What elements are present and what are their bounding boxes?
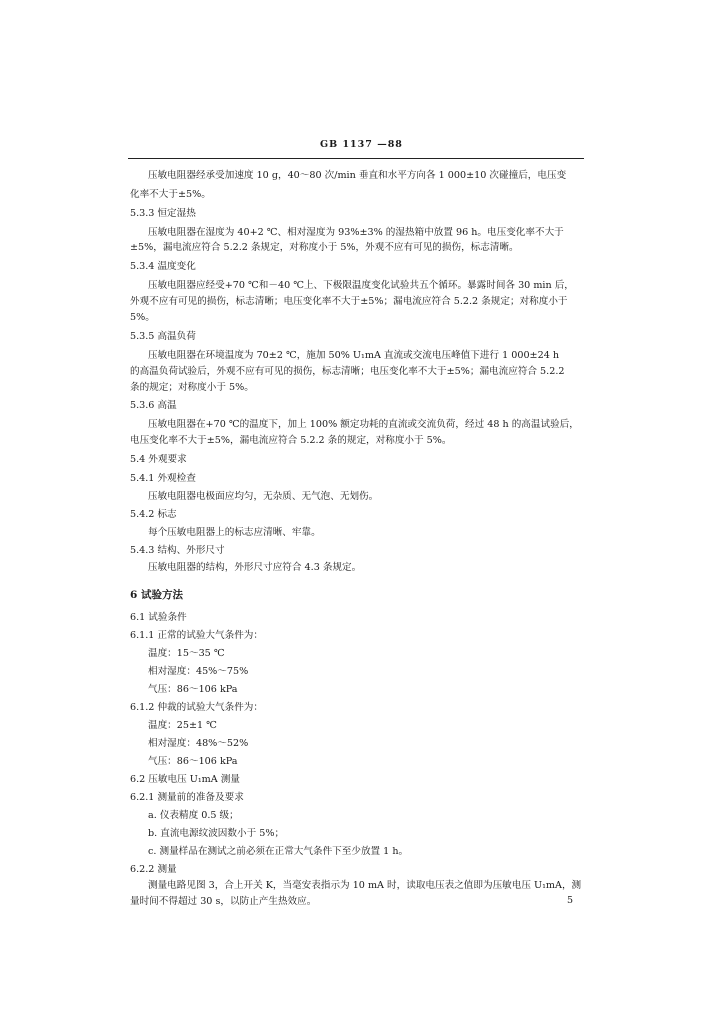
text-line: 压敏电阻器电极面应均匀，无杂质、无气泡、无划伤。 xyxy=(148,491,379,502)
list-item: b. 直流电源纹波因数小于 5%； xyxy=(148,828,285,839)
section-heading: 5.3.4 温度变化 xyxy=(130,261,196,272)
text-line: 量时间不得超过 30 s，以防止产生热效应。 xyxy=(130,896,317,907)
text-line: 条的规定；对称度小于 5%。 xyxy=(130,382,254,393)
section-heading: 5.3.6 高温 xyxy=(130,400,177,411)
section-heading: 5.4.1 外观检查 xyxy=(130,473,196,484)
text-line: 压敏电阻器在环境温度为 70±2 ℃，施加 50% U₁mA 直流或交流电压峰值下进行 1 000±24 h xyxy=(148,350,560,361)
section-heading: 6.2.2 测量 xyxy=(130,864,177,875)
text-line: 电压变化率不大于±5%，漏电流应符合 5.2.2 条的规定，对称度小于 5%。 xyxy=(130,435,452,446)
text-line: 测量电路见图 3，合上开关 K，当毫安表指示为 10 mA 时，读取电压表之值即为压敏电压 U₁mA，测 xyxy=(148,880,582,891)
section-heading: 5.3.5 高温负荷 xyxy=(130,331,196,342)
section-heading: 6.2.1 测量前的准备及要求 xyxy=(130,792,244,803)
section-heading: 6.1.1 正常的试验大气条件为： xyxy=(130,630,263,641)
text-line: 压敏电阻器在湿度为 40+2 ℃、相对湿度为 93%±3% 的湿热箱中放置 96 h。电压变化率不大于 xyxy=(148,227,564,238)
text-line: 气压：86～106 kPa xyxy=(148,684,238,695)
text-line: 相对湿度：48%～52% xyxy=(148,738,249,749)
text-line: 5%。 xyxy=(130,312,155,323)
header-rule xyxy=(128,158,584,159)
text-line: 气压：86～106 kPa xyxy=(148,756,238,767)
text-line: 外观不应有可见的损伤，标志清晰；电压变化率不大于±5%；漏电流应符合 5.2.2 条规定；对称度小于 xyxy=(130,296,568,307)
text-line: 相对湿度：45%～75% xyxy=(148,666,249,677)
text-line: 每个压敏电阻器上的标志应清晰、牢靠。 xyxy=(148,527,321,538)
section-heading: 6.1 试验条件 xyxy=(130,612,187,623)
list-item: c. 测量样品在测试之前必须在正常大气条件下至少放置 1 h。 xyxy=(148,846,409,857)
text-line: 温度：15～35 ℃ xyxy=(148,648,225,659)
section-heading: 6.1.2 仲裁的试验大气条件为： xyxy=(130,702,263,713)
text-line: 化率不大于±5%。 xyxy=(130,189,211,200)
section-heading: 6.2 压敏电压 U₁mA 测量 xyxy=(130,774,240,785)
text-line: 压敏电阻器在+70 ℃的温度下，加上 100% 额定功耗的直流或交流负荷，经过 48 h 的高温试验后， xyxy=(148,419,579,430)
text-line: ±5%，漏电流应符合 5.2.2 条规定，对称度小于 5%，外观不应有可见的损伤，标志清晰。 xyxy=(130,242,519,253)
section-heading: 5.4.2 标志 xyxy=(130,509,177,520)
text-line: 压敏电阻器的结构，外形尺寸应符合 4.3 条规定。 xyxy=(148,562,362,573)
section-heading: 5.4 外观要求 xyxy=(130,454,187,465)
section-heading: 5.4.3 结构、外形尺寸 xyxy=(130,545,225,556)
page-header: GB 1137 —88 xyxy=(320,139,403,150)
text-line: 压敏电阻器应经受+70 ℃和－40 ℃上、下极限温度变化试验共五个循环。暴露时间各 30 min 后， xyxy=(148,280,574,291)
list-item: a. 仪表精度 0.5 级； xyxy=(148,810,239,821)
text-line: 的高温负荷试验后，外观不应有可见的损伤，标志清晰；电压变化率不大于±5%；漏电流应符合 5.2.2 xyxy=(130,366,565,377)
text-line: 温度：25±1 ℃ xyxy=(148,720,217,731)
text-line: 压敏电阻器经承受加速度 10 g，40～80 次/min 垂直和水平方向各 1 000±10 次碰撞后，电压变 xyxy=(148,170,567,181)
chapter-heading: 6 试验方法 xyxy=(130,589,183,601)
section-heading: 5.3.3 恒定湿热 xyxy=(130,208,196,219)
page-number: 5 xyxy=(567,895,574,906)
